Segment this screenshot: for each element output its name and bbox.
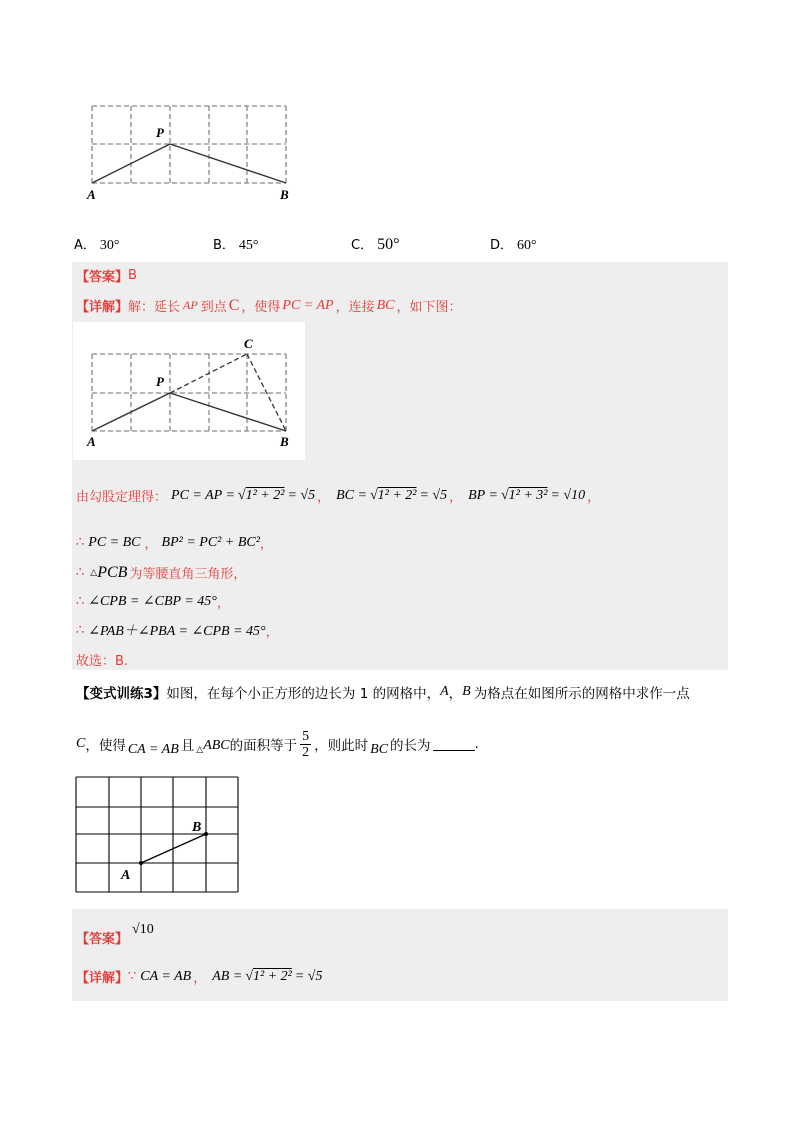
figure-1-grid	[84, 96, 304, 206]
label-a: A	[87, 187, 96, 202]
therefore-icon: ∴	[76, 565, 85, 580]
variant-question-line-1: 【变式训练3】 如图，在每个小正方形的边长为 1 的网格中， A ， B 为格点在如图所示的网格中求作一点	[76, 684, 690, 702]
step-line-4: ∴ ∠PAB＋∠PBA = ∠CPB = 45° ，	[76, 622, 279, 640]
point-b	[204, 832, 208, 836]
answer-line-2: 【答案】 √10	[76, 921, 154, 947]
fraction-five-halves: $\frac{5}{2}$	[302, 728, 310, 760]
label-b: B	[280, 187, 289, 202]
label-p: P	[156, 125, 164, 140]
point-a	[139, 861, 143, 865]
detail-line-1: 【详解】 解：延长 AP 到点 C ，使得 PC = AP ，连接 BC ，如下图：	[76, 296, 462, 315]
option-a[interactable]: A． 30°	[74, 238, 120, 253]
answer-value: B	[128, 268, 137, 283]
answer-line-1	[76, 266, 137, 285]
therefore-icon: ∴	[76, 535, 85, 550]
segment-pb	[170, 144, 286, 183]
therefore-icon: ∴	[76, 594, 85, 609]
option-b[interactable]: B． 45°	[213, 238, 259, 253]
choose-line: 故选：B.	[76, 654, 129, 669]
label-b: B	[192, 820, 202, 835]
label-p: P	[156, 374, 164, 389]
detail-line-2: 【详解】 ∵ CA = AB ， AB = √1² + 2² = √5	[76, 968, 323, 986]
figure-2-grid	[84, 336, 304, 456]
segment-pb	[170, 393, 286, 431]
answer-blank[interactable]	[433, 738, 475, 751]
answer-block-2	[72, 909, 728, 1001]
because-icon: ∵	[128, 969, 137, 984]
option-d[interactable]: D． 60°	[490, 238, 537, 253]
label-b: B	[280, 434, 289, 449]
figure-3-grid	[74, 775, 244, 900]
pythagoras-line: 由勾股定理得： PC = AP = √1² + 2² = √5 ， BC = √1² + 2² = √5 ， BP = √1² + 3² = √10 ，	[76, 487, 601, 505]
label-a: A	[121, 868, 131, 883]
therefore-icon: ∴	[76, 622, 85, 638]
variant-question-line-2: C ，使得 CA = AB 且 △ ABC 的面积等于 $\frac{5}{2}$ ，则此时 BC 的长为 .	[76, 728, 479, 760]
step-line-2: ∴ △ PCB 为等腰直角三角形，	[76, 563, 247, 582]
step-line-1: ∴ PC = BC ， BP² = PC² + BC² ，	[76, 534, 273, 552]
label-a: A	[87, 434, 96, 449]
step-line-3: ∴ ∠CPB = ∠CBP = 45° ，	[76, 594, 230, 611]
label-c: C	[244, 336, 253, 351]
answer-label: 【答案】	[76, 270, 129, 285]
option-c[interactable]: C． 50°	[351, 236, 400, 253]
